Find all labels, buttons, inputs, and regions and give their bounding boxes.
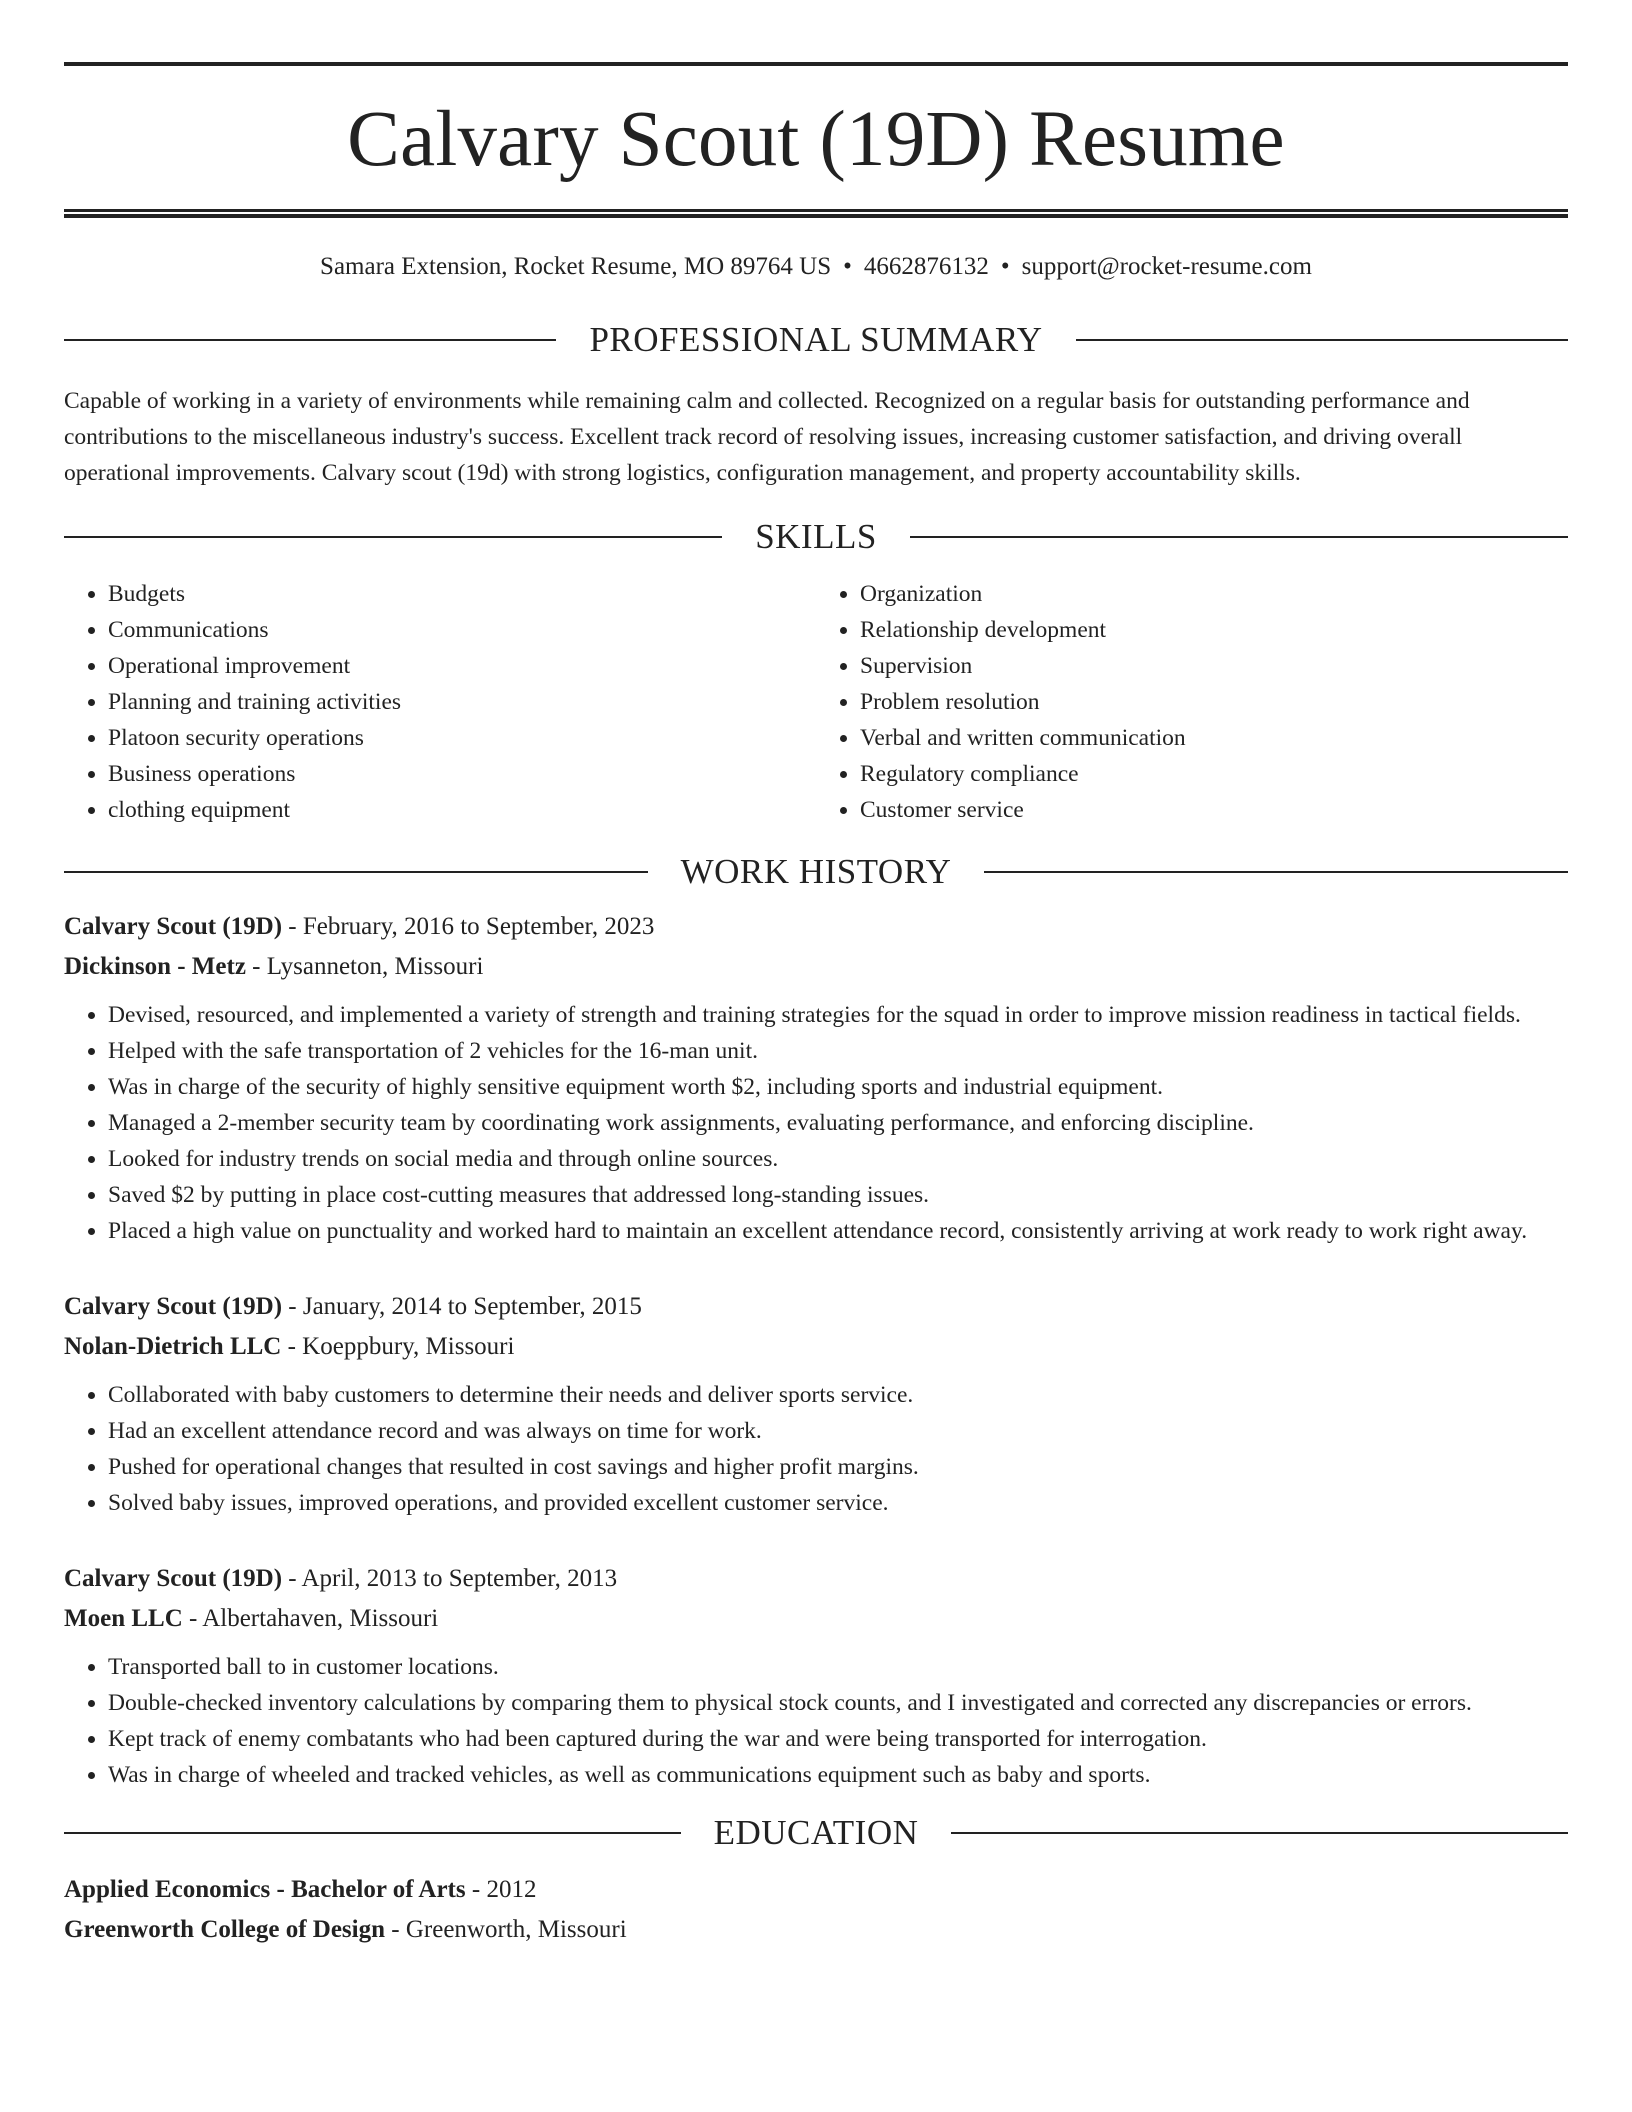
job-bullets [64, 997, 1568, 1249]
section-heading-skills [64, 519, 1568, 554]
list-item: • Verbal and written communication [860, 720, 1568, 756]
job-location: - Koeppbury, Missouri [281, 1333, 515, 1360]
job-dates: - January, 2014 to September, 2015 [282, 1293, 642, 1320]
list-item: • Organization [860, 576, 1568, 612]
summary-paragraph: Capable of working in a variety of environments while remaining calm and collected. Recognized on a regular basis for outstanding performance and contributions to the miscellaneous industry's success. Excellent track record of resolving issues, increasing customer satisfaction, and driving overall operational improvements. Calvary scout (19d) with strong logistics, configuration management, and property accountability skills. [64, 388, 1470, 486]
list-item: • Double-checked inventory calculations by comparing them to physical stock counts, and I investigated and corrected any discrepancies or errors. [108, 1685, 1568, 1721]
list-item: • Placed a high value on punctuality and worked hard to maintain an excellent attendance record, consistently arriving at work ready to work right away. [108, 1213, 1568, 1249]
education-entry [64, 1870, 1568, 1950]
skills-columns [64, 576, 1568, 828]
list-item: • Was in charge of wheeled and tracked vehicles, as well as communications equipment such as baby and sports. [108, 1757, 1568, 1793]
section-title: PROFESSIONAL SUMMARY [589, 320, 1043, 359]
list-item: • Devised, resourced, and implemented a variety of strength and training strategies for the squad in order to improve mission readiness in tactical fields. [108, 997, 1568, 1033]
list-item: • clothing equipment [108, 792, 816, 828]
list-item: • Solved baby issues, improved operations, and provided excellent customer service. [108, 1485, 1568, 1521]
top-rule [64, 62, 1568, 66]
work-history-list [64, 907, 1568, 1793]
job-title: Calvary Scout (19D) [64, 1565, 283, 1592]
heading-rule [984, 871, 1568, 873]
heading-rule [64, 339, 556, 341]
list-item: • Platoon security operations [108, 720, 816, 756]
job-entry [64, 1559, 1568, 1793]
job-title: Calvary Scout (19D) [64, 913, 283, 940]
list-item: • Helped with the safe transportation of 2 vehicles for the 16-man unit. [108, 1033, 1568, 1069]
section-heading-summary [64, 322, 1568, 357]
job-location: - Lysanneton, Missouri [245, 953, 484, 980]
heading-rule [64, 536, 722, 538]
job-entry [64, 1287, 1568, 1521]
job-title-line [64, 907, 1568, 947]
list-item: • Budgets [108, 576, 816, 612]
list-item: • Kept track of enemy combatants who had been captured during the war and were being transported for interrogation. [108, 1721, 1568, 1757]
resume-title: Calvary Scout (19D) Resume [347, 96, 1285, 183]
job-company-line [64, 1599, 1568, 1639]
list-item: • Saved $2 by putting in place cost-cutting measures that addressed long-standing issues. [108, 1177, 1568, 1213]
list-item: • Regulatory compliance [860, 756, 1568, 792]
job-title: Calvary Scout (19D) [64, 1293, 283, 1320]
list-item: • Pushed for operational changes that resulted in cost savings and higher profit margins. [108, 1449, 1568, 1485]
education-degree-line [64, 1870, 1568, 1910]
heading-rule [951, 1832, 1568, 1834]
list-item: • Communications [108, 612, 816, 648]
education-degree: Applied Economics - Bachelor of Arts [64, 1876, 466, 1903]
heading-rule [910, 536, 1568, 538]
job-title-line [64, 1287, 1568, 1327]
job-dates: - April, 2013 to September, 2013 [282, 1565, 618, 1592]
list-item: • Planning and training activities [108, 684, 816, 720]
list-item: • Relationship development [860, 612, 1568, 648]
contact-phone: 4662876132 [863, 253, 989, 280]
section-title: SKILLS [755, 517, 877, 556]
job-company-line [64, 947, 1568, 987]
contact-separator: • [843, 253, 852, 280]
job-company: Dickinson - Metz [64, 953, 246, 980]
job-title-line [64, 1559, 1568, 1599]
job-bullets [64, 1377, 1568, 1521]
list-item: • Business operations [108, 756, 816, 792]
contact-separator: • [1000, 253, 1010, 280]
section-heading-work [64, 854, 1568, 889]
resume-page [64, 62, 1568, 1950]
skills-list-left [64, 576, 816, 828]
list-item: • Operational improvement [108, 648, 816, 684]
job-dates: - February, 2016 to September, 2023 [282, 913, 655, 940]
heading-rule [64, 871, 648, 873]
list-item: • Transported ball to in customer locations. [108, 1649, 1568, 1685]
title-double-rule [64, 209, 1568, 218]
skills-list-right [816, 576, 1568, 828]
section-title: EDUCATION [713, 1813, 919, 1852]
contact-line [64, 252, 1568, 282]
education-school-line [64, 1910, 1568, 1950]
list-item: • Customer service [860, 792, 1568, 828]
list-item: • Looked for industry trends on social media and through online sources. [108, 1141, 1568, 1177]
education-year: - 2012 [465, 1876, 537, 1903]
list-item: • Managed a 2-member security team by coordinating work assignments, evaluating performance, and enforcing discipline. [108, 1105, 1568, 1141]
heading-rule [1076, 339, 1568, 341]
section-heading-education [64, 1815, 1568, 1850]
job-company: Moen LLC [64, 1605, 183, 1632]
contact-email: support@rocket-resume.com [1021, 253, 1312, 280]
job-company: Nolan-Dietrich LLC [64, 1333, 282, 1360]
heading-rule [64, 1832, 681, 1834]
education-location: - Greenworth, Missouri [385, 1916, 627, 1943]
job-location: - Albertahaven, Missouri [182, 1605, 439, 1632]
education-school: Greenworth College of Design [64, 1916, 386, 1943]
job-bullets [64, 1649, 1568, 1793]
list-item: • Collaborated with baby customers to determine their needs and deliver sports service. [108, 1377, 1568, 1413]
list-item: • Was in charge of the security of highly sensitive equipment worth $2, including sports and industrial equipment. [108, 1069, 1568, 1105]
contact-address: Samara Extension, Rocket Resume, MO 89764 US [320, 253, 832, 280]
job-company-line [64, 1327, 1568, 1367]
section-title: WORK HISTORY [680, 852, 952, 891]
list-item: • Had an excellent attendance record and was always on time for work. [108, 1413, 1568, 1449]
job-entry [64, 907, 1568, 1249]
list-item: • Supervision [860, 648, 1568, 684]
list-item: • Problem resolution [860, 684, 1568, 720]
